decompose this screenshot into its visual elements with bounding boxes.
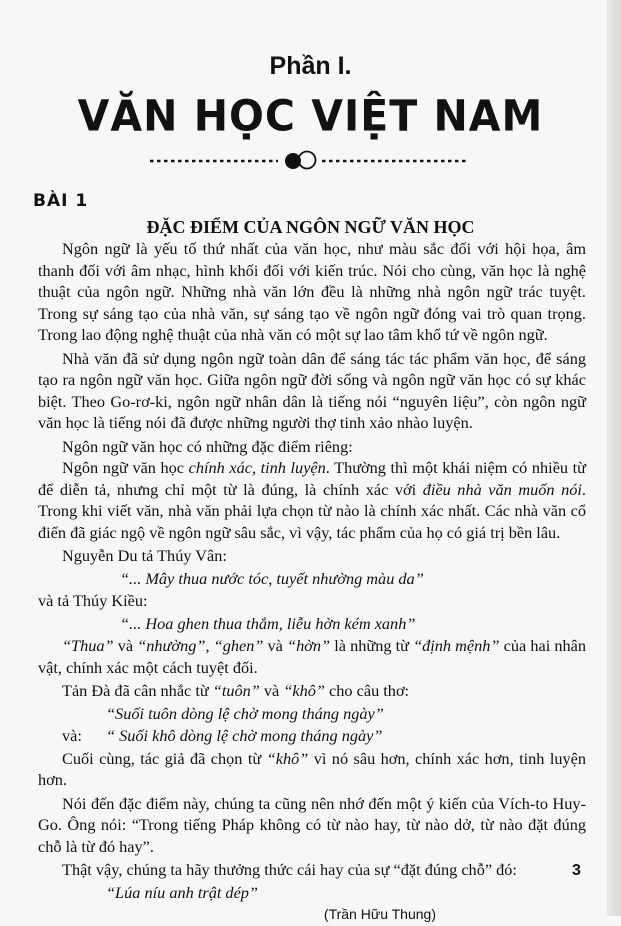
paragraph: Ngôn ngữ văn học chính xác, tinh luyện. Thường thì một khái niệm có nhiều từ để diễn tả, nhưng chỉ một từ là đúng, là chính xác với điều nhà văn muốn nói. Trong khi viết văn, nhà văn phải lựa chọn từ nào là chính xác nhất. Các nhà văn cổ điển đã giác ngộ về ngôn ngữ sâu sắc, vì vậy, tác phẩm của họ có giá trị bền lâu. [38, 458, 586, 542]
lesson-label: BÀI 1 [33, 191, 89, 211]
poem-quote: và: “ Suối khô dòng lệ chờ mong tháng ngày” [62, 726, 383, 745]
poem-quote: “... Mây thua nước tóc, tuyết nhường màu da” [120, 568, 424, 588]
page-number: 3 [572, 862, 581, 879]
citation: (Trần Hữu Thung) [323, 906, 436, 922]
part-label: Phần I. [269, 52, 352, 80]
paragraph: Nguyễn Du tả Thúy Vân: [62, 546, 227, 565]
paragraph: Thật vậy, chúng ta hãy thưởng thức cái hay của sự “đặt đúng chỗ” đó: [62, 860, 517, 879]
poem-quote: “Lúa níu anh trật dép” [106, 882, 258, 902]
lesson-heading: ĐẶC ĐIỂM CỦA NGÔN NGỮ VĂN HỌC [146, 217, 475, 237]
paragraph: Tản Đà đã cân nhắc từ “tuôn” và “khô” cho câu thơ: [62, 681, 410, 700]
paragraph: “Thua” và “nhường”, “ghen” và “hờn” là những từ “định mệnh” của hai nhân vật, chính xác một cách tuyệt đối. [38, 636, 586, 677]
page-title: VĂN HỌC VIỆT NAM [77, 90, 544, 142]
paragraph: Ngôn ngữ là yếu tố thứ nhất của văn học, như màu sắc đối với hội họa, âm thanh đối với âm nhạc, hình khối đối với kiến trúc. Nói cho cùng, văn học là nghệ thuật của ngôn ngữ. Những nhà văn lớn đều là những nhà ngôn ngữ trác tuyệt. Trong sự sáng tạo của nhà văn, sự sáng tạo về ngôn ngữ đóng vai trò quan trọng. Trong lao động nghệ thuật của nhà văn có một sự lao tâm khổ tứ về ngôn ngữ. [38, 239, 586, 344]
paragraph: Nhà văn đã sử dụng ngôn ngữ toàn dân để sáng tác tác phẩm văn học, để sáng tạo ra ngôn ngữ văn học. Giữa ngôn ngữ đời sống và ngôn ngữ văn học có sự khác biệt. Theo Go-rơ-ki, ngôn ngữ nhân dân là tiếng nói “nguyên liệu”, còn ngôn ngữ văn học là tiếng nói đã được những người thợ tinh xảo nhào luyện. [38, 348, 586, 432]
paragraph: Cuối cùng, tác giả đã chọn từ “khô” vì nó sâu hơn, chính xác hơn, tinh luyện hơn. [38, 748, 587, 789]
poem-quote: “... Hoa ghen thua thắm, liễu hờn kém xanh” [120, 613, 416, 633]
paragraph: Ngôn ngữ văn học có những đặc điểm riêng: [62, 436, 353, 456]
body-text [38, 238, 586, 926]
title-ornament [150, 148, 470, 174]
poem-quote: “Suối tuôn dòng lệ chờ mong tháng ngày” [106, 703, 384, 723]
paragraph: Nói đến đặc điểm này, chúng ta cũng nên nhớ đến một ý kiến của Vích-to Huy-Go. Ông nói: “Trong tiếng Pháp không có từ nào hay, từ nào dở, từ nào đặt đúng chỗ là từ đó hay”. [38, 793, 586, 856]
paragraph: và tả Thúy Kiều: [38, 591, 148, 610]
